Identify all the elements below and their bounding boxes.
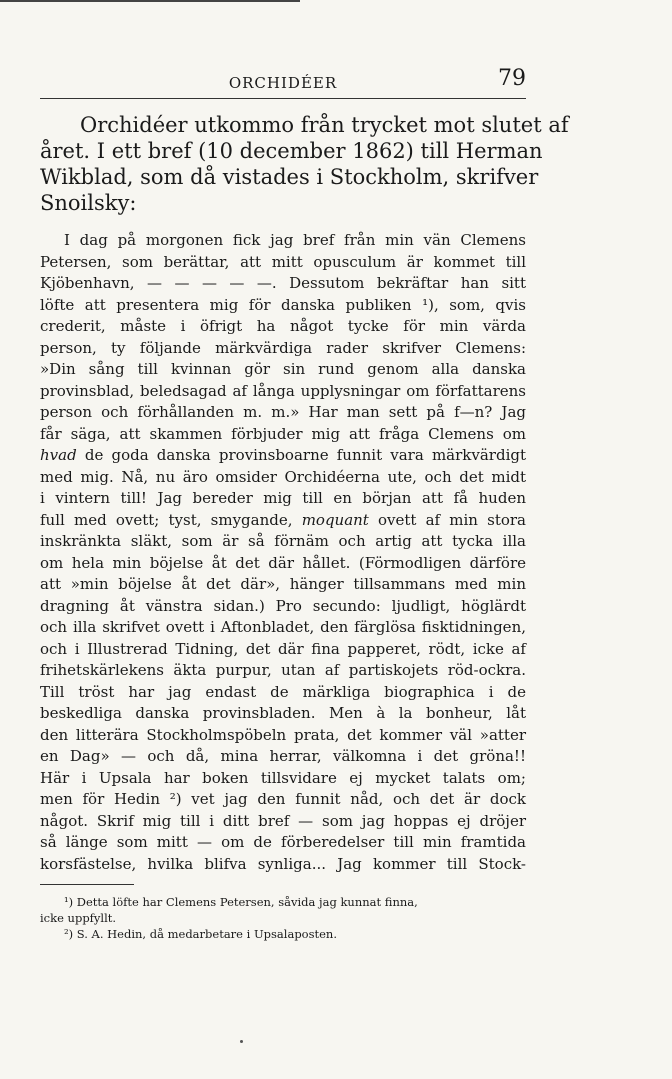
footnote-rule <box>40 884 134 885</box>
quotation-line: Till tröst har jag endast de märkliga biographica i de <box>40 682 526 701</box>
page-number: 79 <box>498 66 526 91</box>
intro-line: Orchidéer utkommo från trycket mot slutet af <box>80 113 569 137</box>
quotation-line: Petersen, som berättar, att mitt opusculum är kommet till <box>40 252 526 271</box>
intro-line: Snoilsky: <box>40 191 137 215</box>
quotation-line: om hela min böjelse åt det där hållet. (Förmodligen därföre <box>40 553 526 572</box>
quotation-line: men för Hedin ²) vet jag den funnit nåd, och det är dock <box>40 790 526 808</box>
quotation-line: Här i Upsala har boken tillsvidare ej mycket talats om; <box>40 768 526 787</box>
intro-line: året. I ett bref (10 december 1862) till Herman <box>40 139 543 163</box>
quotation-line: den litterära Stockholmspöbeln prata, det kommer väl »atter <box>40 725 526 744</box>
emphasis: hvad <box>40 446 77 464</box>
emphasis: moquant <box>301 510 369 529</box>
page-speck <box>240 1040 243 1043</box>
quotation-line: så länge som mitt — om de förberedelser till min framtida <box>40 833 526 851</box>
footnote-1: ¹) Detta löfte har Clemens Petersen, såvida jag kunnat finna, <box>64 895 418 909</box>
quotation-line: får säga, att skammen förbjuder mig att fråga Clemens om <box>40 424 526 443</box>
quotation-line: Kjöbenhavn, — — — — —. Dessutom bekräftar han sitt <box>40 274 526 292</box>
quotation-line: korsfästelse, hvilka blifva synliga... Jag kommer till Stock- <box>40 854 526 873</box>
quotation-line: person och förhållanden m. m.» Har man sett på f—n? Jag <box>40 403 526 421</box>
quotation-line: beskedliga danska provinsbladen. Men à la bonheur, låt <box>40 704 526 722</box>
running-title: ORCHIDÉER <box>228 74 338 92</box>
quotation-line: crederit, måste i öfrigt ha något tycke för min värda <box>40 317 526 335</box>
quotation-line: »Din sång till kvinnan gör sin rund genom alla danska <box>40 360 526 378</box>
footnotes <box>40 894 526 942</box>
quotation-line: att »min böjelse åt det där», hänger tillsammans med min <box>40 575 526 593</box>
intro-line: Wikblad, som då vistades i Stockholm, skrifver <box>40 165 539 189</box>
quotation-line: något. Skrif mig till i ditt bref — som jag hoppas ej dröjer <box>40 811 526 830</box>
quotation-line: dragning åt vänstra sidan.) Pro secundo: ljudligt, höglärdt <box>40 596 526 615</box>
quotation-line: löfte att presentera mig för danska publiken ¹), som, qvis <box>40 295 526 314</box>
quotation-line: frihetskärlekens äkta purpur, utan af partiskojets röd-ockra. <box>40 661 526 679</box>
quotation-line: inskränkta släkt, som är så förnäm och artig att tycka illa <box>40 532 526 550</box>
quotation-line: provinsblad, beledsagad af långa upplysningar om författarens <box>40 381 526 400</box>
quotation-line: I dag på morgonen fick jag bref från min vän Clemens <box>64 231 526 249</box>
quotation-line: och illa skrifvet ovett i Aftonbladet, den färglösa fisktidningen, <box>40 618 526 636</box>
quotation-line: full med ovett; tyst, smygande, moquant ovett af min stora <box>40 510 526 529</box>
running-header <box>40 68 526 96</box>
quotation-line: en Dag» — och då, mina herrar, välkomna i det gröna!! <box>40 747 526 765</box>
top-edge-rule <box>0 0 300 2</box>
letter-quotation <box>40 230 526 875</box>
footnote-1-continuation: icke uppfyllt. <box>40 911 117 925</box>
quotation-line: i vintern till! Jag bereder mig till en början att få huden <box>40 489 526 507</box>
quotation-line: hvad de goda danska provinsboarne funnit vara märkvärdigt <box>40 446 526 464</box>
quotation-line: med mig. Nå, nu äro omsider Orchidéerna ute, och det midt <box>40 467 526 486</box>
footnote-2: ²) S. A. Hedin, då medarbetare i Upsalaposten. <box>64 927 337 941</box>
header-rule <box>40 98 526 99</box>
quotation-line: och i Illustrerad Tidning, det där fina papperet, rödt, icke af <box>40 639 526 658</box>
quotation-line: person, ty följande märkvärdiga rader skrifver Clemens: <box>40 338 526 357</box>
intro-paragraph <box>40 112 569 216</box>
